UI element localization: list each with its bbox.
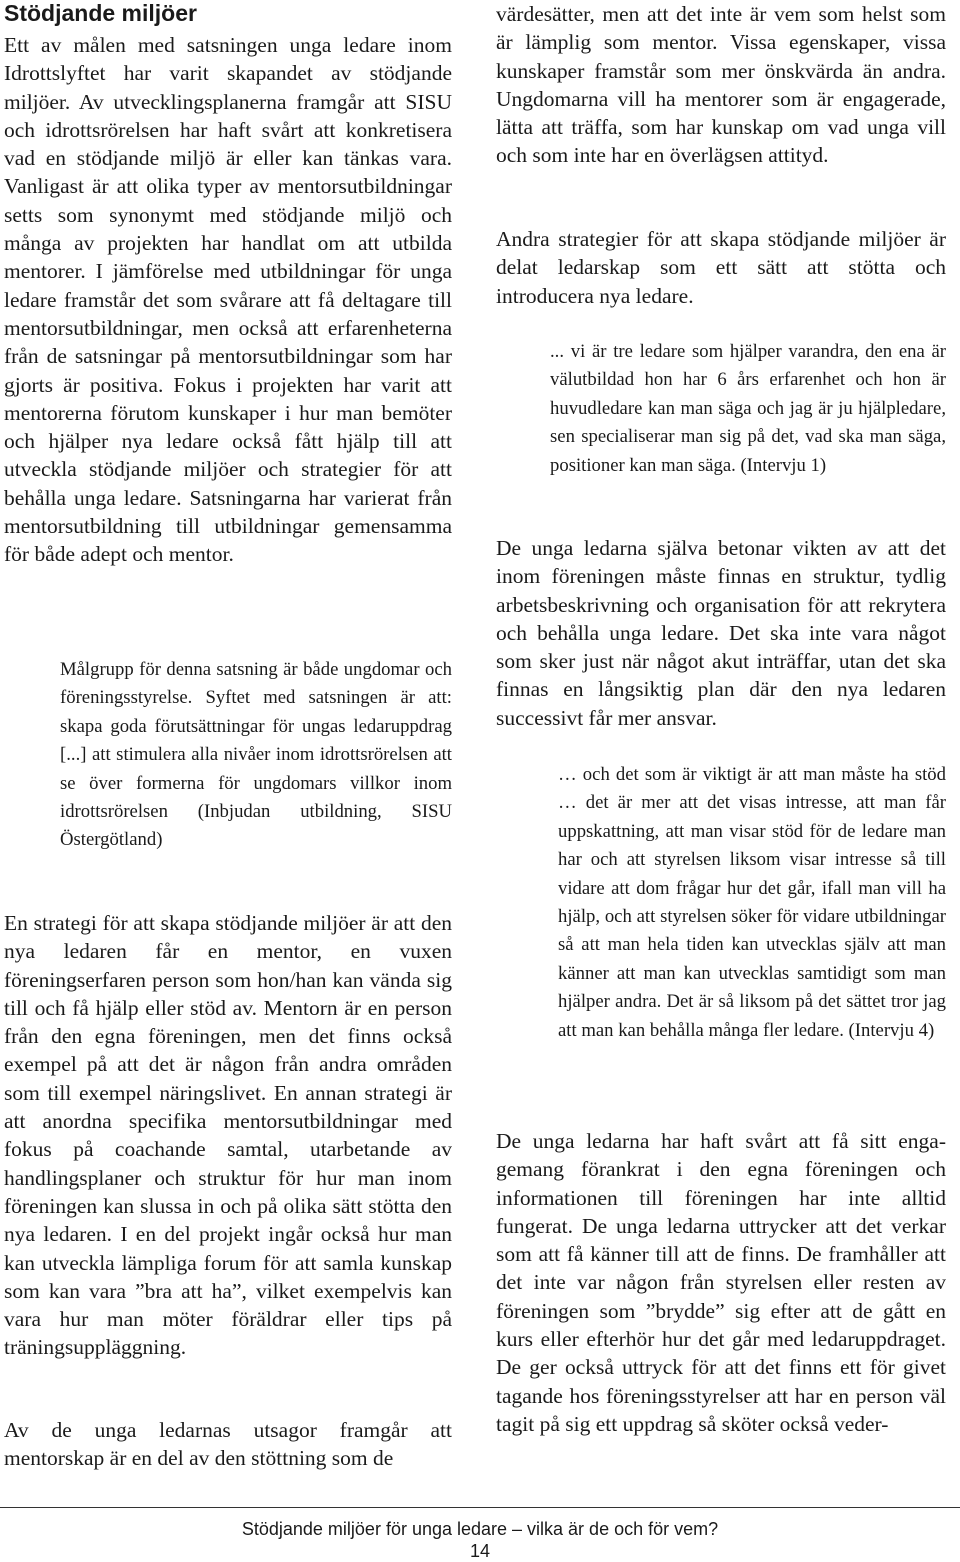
left-block-quote-1: Målgrupp för denna satsning är både ungdomar och föreningsstyrelse. Syftet med satsningen är att: skapa goda förutsättningar för ungas ledaruppdrag [...] att stimulera alla nivåer inom idrottsrörelsen att se över formerna för ungdomars villkor inom idrottsrörelsen (Inbjudan utbildning, SISU Östergötland) <box>60 659 452 851</box>
footer-divider <box>0 1507 960 1508</box>
right-block-quote-1: ... vi är tre ledare som hjälper varandra, den ena är välutbildad hon har 6 års erfarenhet och hon är huvudledare kan man säga och jag är ju hjälpledare, sen specialiserar man sig på det, vad ska man säga, positioner kan man säga. (Intervju 1) <box>550 341 946 476</box>
footer-title: Stödjande miljöer för unga ledare – vilka är de och för vem? <box>241 1519 719 1539</box>
left-paragraph-1: Ett av målen med satsningen unga ledare inom Idrottslyftet har varit skapandet av stödjande miljöer. Av utvecklingsplanerna framgår att SISU och idrottsrörelsen har haft svårt att konkretisera vad en stödjande miljö är eller kan tänkas vara. Vanligast är att olika typer av mentorsutbildningar setts som synonymt med stödjande miljö och många av projekten har handlat om att utbilda mentorer. I jämförelse med utbildningar för unga ledare framstår det som svårare att få deltagare till mentorsutbildningar, men också att erfarenheterna från de satsningar på mentorsutbildningar som har gjorts är positiva. Fokus i projekten har varit att mentorerna förutom kunskaper i hur man bemöter och hjälper nya ledare också fått hjälp till att utveckla stödjande miljöer och strategier för att behålla unga ledare. Satsningarna har varierat från mentorsutbildning till utbildningar gemensamma för både adept och mentor. <box>4 33 452 567</box>
right-paragraph-2: Andra strategier för att skapa stödjande miljöer är delat ledarskap som ett sätt att stötta och introducera nya ledare. <box>496 227 946 308</box>
right-paragraph-1: värdesätter, men att det inte är vem som helst som är lämplig som mentor. Vissa egenskaper, vissa kunskaper framstår som mer önskvärda än andra. Ungdomarna vill ha mentorer som är engagerade, lätta att träffa, som har kunskap om vad unga vill och som inte har en överlägsen attityd. <box>496 2 946 168</box>
right-paragraph-3: De unga ledarna själva betonar vikten av att det inom föreningen måste finnas en struktur, tydlig arbetsbeskrivning och organisation för att rekrytera och behålla unga ledare. Det ska inte vara något som sker just när något akut inträffar, utan det ska finnas en långsiktig plan där den nya ledaren successivt får mer ansvar. <box>496 536 946 730</box>
page-number: 14 <box>469 1541 491 1561</box>
right-block-quote-2: … och det som är viktigt är att man måste ha stöd … det är mer att det visas intresse, att man får uppskattning, att man visar stöd för de ledare man har och att styrelsen liksom visar intresse så till vidare att dom frågar hur det går, ifall man vill ha hjälp, och att styrelsen söker för vidare utbildningar så att man hela tiden kan utvecklas själv att man känner att man kan utvecklas samtidigt som man hjälper andra. Det är så liksom på det sättet tror jag att man kan behålla många fler ledare. (Intervju 4) <box>558 764 946 1041</box>
left-paragraph-3: Av de unga ledarnas utsagor framgår att mentorskap är en del av den stöttning som de <box>4 1418 452 1471</box>
section-heading: Stödjande miljöer <box>4 0 197 26</box>
left-paragraph-2: En strategi för att skapa stödjande miljöer är att den nya ledaren får en mentor, en vuxen föreningserfaren person som hon/han kan vända sig till och få hjälp eller stöd av. Mentorn är en person från den egna föreningen, men det finns också exempel på att det är någon från andra områden som till exempel näringslivet. En annan strategi är att anordna specifika mentorsutbildningar med fokus på coachande samtal, utarbetande av handlingsplaner och struktur för hur man inom föreningen kan slussa in och på olika sätt stötta den nya ledaren. I en del projekt ingår också hur man kan utveckla lämpliga forum för att samla kunskap som kan vara ”bra att ha”, vilket exempelvis kan vara hur man möter föräldrar eller tips på träningsuppläggning. <box>4 911 452 1360</box>
right-paragraph-4: De unga ledarna har haft svårt att få sitt engagemang förankrat i den egna föreningen och informationen till föreningen har inte alltid fungerat. De unga ledarna uttrycker att det verkar som att få känner till att de finns. De framhåller att det inte var någon från styrelsen eller resten av föreningen som ”brydde” sig efter att de gått en kurs eller efterhör hur det går med ledaruppdraget. De ger också uttryck för att det finns ett för givet tagande hos föreningsstyrelser att har en person väl tagit på sig ett uppdrag så sköter också veder- <box>496 1129 946 1436</box>
